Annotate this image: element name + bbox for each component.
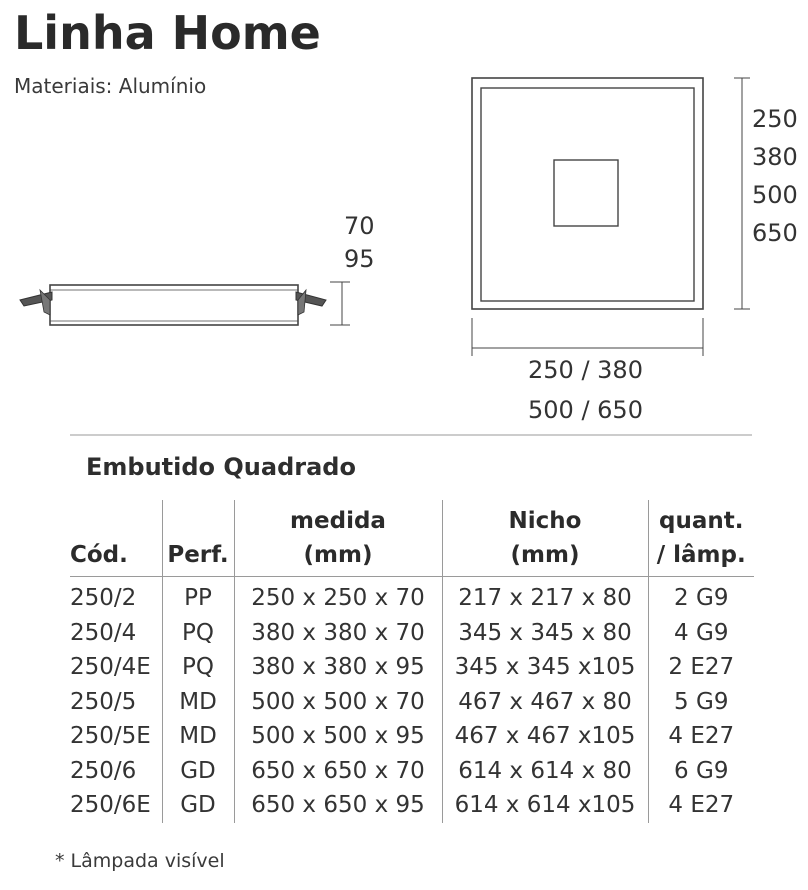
header-nicho: Nicho (mm) bbox=[442, 500, 648, 577]
top-view-drawing bbox=[472, 78, 750, 356]
table-row bbox=[70, 685, 754, 720]
table-header-row bbox=[70, 500, 754, 577]
cell-cod: 250/4E bbox=[70, 654, 151, 680]
bottom-size-line-2: 500 / 650 bbox=[528, 396, 643, 424]
table-row bbox=[70, 577, 754, 616]
spec-table bbox=[70, 500, 754, 823]
page-title: Linha Home bbox=[14, 6, 321, 60]
table-row bbox=[70, 754, 754, 789]
cell-medida: 650 x 650 x 95 bbox=[234, 788, 442, 823]
header-cod: Cód. bbox=[70, 500, 162, 577]
cell-perf: PQ bbox=[162, 616, 234, 651]
cell-cod: 250/6 bbox=[70, 757, 137, 784]
cell-cod: 250/5E bbox=[70, 723, 151, 749]
header-medida: medida (mm) bbox=[234, 500, 442, 577]
cell-perf: PP bbox=[162, 577, 234, 616]
cell-cod: 250/5 bbox=[70, 688, 137, 715]
cell-perf: MD bbox=[162, 719, 234, 754]
cell-cod: 250/6E bbox=[70, 792, 151, 818]
cell-quant: 5 G9 bbox=[648, 685, 754, 720]
cell-perf: GD bbox=[162, 788, 234, 823]
footnote: * Lâmpada visível bbox=[55, 850, 225, 872]
fixture-body bbox=[50, 285, 298, 325]
cell-quant: 2 E27 bbox=[648, 650, 754, 685]
cell-perf: PQ bbox=[162, 650, 234, 685]
cell-nicho: 467 x 467 x105 bbox=[442, 719, 648, 754]
cell-cod: 250/2 bbox=[70, 585, 137, 611]
cell-nicho: 467 x 467 x 80 bbox=[442, 685, 648, 720]
cell-medida: 250 x 250 x 70 bbox=[234, 577, 442, 616]
cell-medida: 500 x 500 x 70 bbox=[234, 685, 442, 720]
cell-nicho: 217 x 217 x 80 bbox=[442, 577, 648, 616]
section-title: Embutido Quadrado bbox=[86, 453, 356, 481]
side-size-500: 500 bbox=[752, 181, 798, 209]
lamp-opening bbox=[554, 160, 618, 226]
table-row bbox=[70, 788, 754, 823]
materials-label: Materiais: Alumínio bbox=[14, 74, 207, 98]
table-row bbox=[70, 616, 754, 651]
cell-nicho: 345 x 345 x 80 bbox=[442, 616, 648, 651]
cell-cod: 250/4 bbox=[70, 619, 137, 646]
cell-quant: 4 E27 bbox=[648, 788, 754, 823]
height-label-95: 95 bbox=[344, 245, 375, 273]
outer-frame bbox=[472, 78, 703, 309]
height-label-70: 70 bbox=[344, 212, 375, 240]
side-size-650: 650 bbox=[752, 219, 798, 247]
cell-medida: 650 x 650 x 70 bbox=[234, 754, 442, 789]
cell-perf: MD bbox=[162, 685, 234, 720]
header-perf: Perf. bbox=[162, 500, 234, 577]
cell-nicho: 614 x 614 x 80 bbox=[442, 754, 648, 789]
side-view-drawing bbox=[20, 282, 350, 325]
cell-medida: 380 x 380 x 95 bbox=[234, 650, 442, 685]
cell-quant: 6 G9 bbox=[648, 754, 754, 789]
cell-nicho: 345 x 345 x105 bbox=[442, 650, 648, 685]
header-quant: quant. / lâmp. bbox=[648, 500, 754, 577]
table-row bbox=[70, 650, 754, 685]
cell-quant: 4 G9 bbox=[648, 616, 754, 651]
cell-perf: GD bbox=[162, 754, 234, 789]
cell-quant: 2 G9 bbox=[648, 577, 754, 616]
side-size-380: 380 bbox=[752, 143, 798, 171]
side-size-250: 250 bbox=[752, 105, 798, 133]
inner-frame bbox=[481, 88, 694, 301]
cell-nicho: 614 x 614 x105 bbox=[442, 788, 648, 823]
table-row bbox=[70, 719, 754, 754]
cell-quant: 4 E27 bbox=[648, 719, 754, 754]
bottom-size-line-1: 250 / 380 bbox=[528, 356, 643, 384]
cell-medida: 380 x 380 x 70 bbox=[234, 616, 442, 651]
cell-medida: 500 x 500 x 95 bbox=[234, 719, 442, 754]
